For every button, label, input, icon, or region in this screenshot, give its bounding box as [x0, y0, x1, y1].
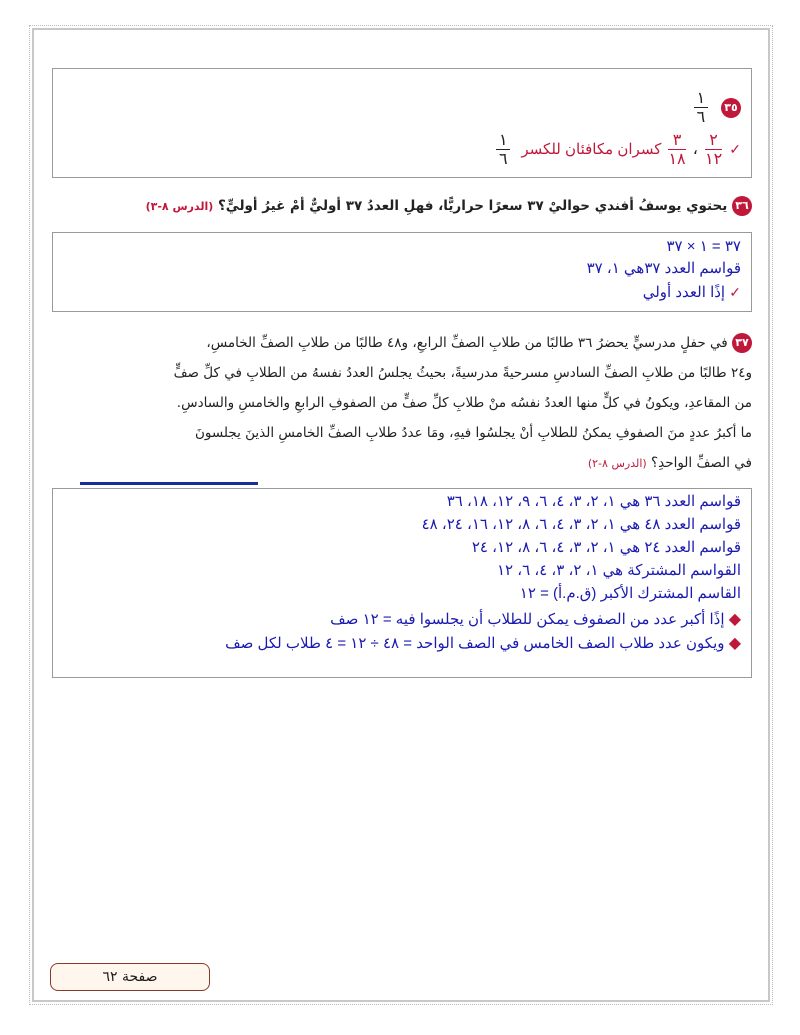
q35-answer-box [52, 68, 752, 178]
q36-conclusion-line [53, 283, 751, 301]
q37-result-line-2 [53, 633, 751, 653]
q35-fraction-a [705, 131, 722, 168]
q35-reference-fraction [496, 131, 510, 168]
result-text: ويكون عدد طلاب الصف الخامس في الصف الواحد = ٤٨ ÷ ١٢ = ٤ طلاب لكل صف [225, 635, 725, 652]
q37-question-line-2: و٢٤ طالبًا من طلابِ الصفِّ السادسِ مسرحيةً مدرسيةً، بحيثُ يجلسُ العددُ نفسهُ من الطلابِ في كلِّ صفٍّ [173, 365, 752, 381]
diamond-icon: ◆ [728, 611, 741, 628]
fraction-denominator: ٦ [696, 107, 706, 126]
q35-answer-text: كسران مكافئان للكسر [521, 141, 662, 158]
q35-header [53, 89, 751, 126]
fraction-denominator: ٦ [498, 149, 508, 168]
q37-number-badge: ٣٧ [732, 333, 752, 353]
fraction-numerator: ١ [696, 88, 706, 107]
q37-result-line-1 [53, 609, 751, 629]
q37-answer-line-4: القواسم المشتركة هي ١، ٢، ٣، ٤، ٦، ١٢ [496, 562, 741, 579]
q37-lesson-ref: (الدرس ٨-٢) [587, 457, 647, 470]
q37-answer-line-3: قواسم العدد ٢٤ هي ١، ٢، ٣، ٤، ٦، ٨، ١٢، ٢٤ [471, 539, 741, 556]
q36-lesson-ref: (الدرس ٨-٣) [145, 200, 214, 213]
q37-question-line-5 [70, 448, 752, 479]
q37-question-line-1 [70, 328, 752, 358]
fraction-numerator: ٢ [709, 130, 718, 149]
result-text: إذًا أكبر عدد من الصفوف يمكن للطلاب أن يجلسوا فيه = ١٢ صف [330, 611, 725, 628]
q36-question-text: يحتوي يوسفُ أفندي حواليْ ٣٧ سعرًا حراريًّا، فهلِ العددُ ٣٧ أوليٌّ أمْ غيرُ أوليٍّ؟ [217, 198, 728, 214]
q36-conclusion: إذًا العدد أولي [642, 284, 726, 301]
q35-fraction-b [668, 131, 685, 168]
q35-number-badge: ٣٥ [721, 98, 741, 118]
page-number-label: صفحة ٦٢ [102, 969, 158, 985]
fraction-denominator: ١٢ [704, 149, 723, 168]
q36-answer-line-1: ٣٧ = ١ × ٣٧ [666, 238, 741, 255]
q36-number-badge: ٣٦ [732, 196, 752, 216]
q37-question-line-4: ما أكبرُ عددٍ منَ الصفوفِ يمكنُ للطلابِ أنْ يجلسُوا فيهِ، ومَا عددُ طلابِ الصفِّ الخامسِ الذينَ يجلسونَ [194, 425, 752, 441]
q37-answer-line-5: القاسم المشترك الأكبر (ق.م.أ) = ١٢ [519, 585, 741, 602]
diamond-icon: ◆ [728, 635, 741, 652]
q35-given-fraction [694, 89, 708, 126]
answer-underline [80, 482, 258, 485]
q36-answer-line-2: قواسم العدد ٣٧هي ١، ٣٧ [586, 260, 741, 277]
q37-question [70, 328, 752, 479]
question-text: في الصفِّ الواحدِ؟ [650, 455, 752, 471]
q37-answer-line-1: قواسم العدد ٣٦ هي ١، ٢، ٣، ٤، ٦، ٩، ١٢، ١٨، ٣٦ [446, 493, 741, 510]
q37-question-line-3: من المقاعدِ، ويكونُ في كلٍّ منها العددُ نفسُه منْ طلابِ كلِّ صفٍّ من الصفوفِ الرابعِ والخامسِ والسادسِ. [176, 395, 752, 411]
q36-question [60, 196, 752, 216]
check-icon: ✓ [729, 142, 741, 158]
q36-answer-box [52, 232, 752, 312]
fraction-denominator: ١٨ [668, 149, 686, 168]
question-text: في حفلٍ مدرسيٍّ يحضرُ ٣٦ طالبًا من طلابِ الصفِّ الرابعِ، و٤٨ طالبًا من طلابِ الصفِّ الخامسِ، [206, 335, 728, 351]
q37-answer-line-2: قواسم العدد ٤٨ هي ١، ٢، ٣، ٤، ٦، ٨، ١٢، ١٦، ٢٤، ٤٨ [421, 516, 741, 533]
q37-answer-box [52, 488, 752, 678]
q35-answer-line [53, 131, 751, 168]
fraction-numerator: ٣ [672, 130, 682, 149]
check-icon: ✓ [729, 284, 741, 300]
fraction-numerator: ١ [498, 130, 508, 149]
page-number-tab [50, 963, 210, 991]
separator: ، [692, 139, 698, 158]
